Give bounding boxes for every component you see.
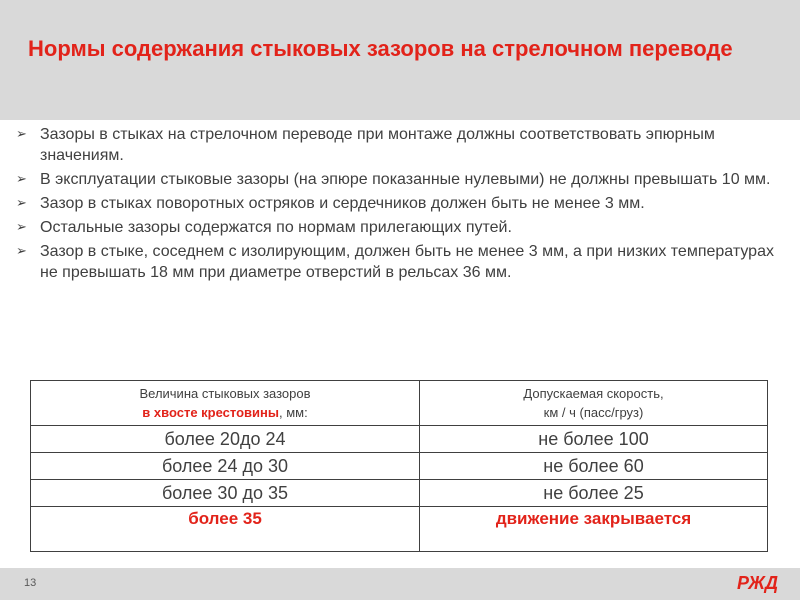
gap-cell: более 30 до 35 [31,480,420,507]
arrow-bullet-icon: ➢ [16,244,27,259]
bullet-text: В эксплуатации стыковые зазоры (на эпюре показанные нулевыми) не должны превышать 10 мм. [40,171,771,188]
arrow-bullet-icon: ➢ [16,220,27,235]
bullet-item [14,217,774,238]
bullet-item [14,241,774,283]
speed-cell: не более 100 [420,426,768,453]
header-gap-size: Величина стыковых зазоров в хвосте крестовины, мм: [31,381,420,426]
arrow-bullet-icon: ➢ [16,127,27,142]
bullet-item [14,193,774,214]
table-row [31,426,768,453]
speed-cell: не более 60 [420,453,768,480]
gap-cell: более 24 до 30 [31,453,420,480]
bullet-text: Зазоры в стыках на стрелочном переводе при монтаже должны соответствовать эпюрным значениям. [40,126,715,164]
gap-cell: более 20до 24 [31,426,420,453]
page-number: 13 [24,577,37,589]
arrow-bullet-icon: ➢ [16,196,27,211]
rzd-logo: РЖД [736,573,778,593]
footer-band [0,568,800,600]
table-row [31,453,768,480]
header-red-emphasis: в хвосте крестовины [142,405,279,420]
title-band [0,0,800,120]
table-row [31,480,768,507]
norms-table [30,380,768,552]
slide-title: Нормы содержания стыковых зазоров на стрелочном переводе [28,36,733,61]
bullet-text: Зазор в стыках поворотных остряков и сердечников должен быть не менее 3 мм. [40,195,645,212]
bullet-list [14,124,774,286]
gap-cell: более 35 [31,507,420,552]
header-allowed-speed: Допускаемая скорость, км / ч (пасс/груз) [420,381,768,426]
bullet-text: Зазор в стыке, соседнем с изолирующим, должен быть не менее 3 мм, а при низких температурах не превышать 18 мм при диаметре отверстий в рельсах 36 мм. [40,243,774,281]
bullet-text: Остальные зазоры содержатся по нормам прилегающих путей. [40,219,512,236]
table-header-row [31,381,768,426]
bullet-item [14,169,774,190]
arrow-bullet-icon: ➢ [16,172,27,187]
speed-cell: не более 25 [420,480,768,507]
bullet-item [14,124,774,166]
table-row [31,507,768,552]
speed-cell: движение закрывается [420,507,768,552]
